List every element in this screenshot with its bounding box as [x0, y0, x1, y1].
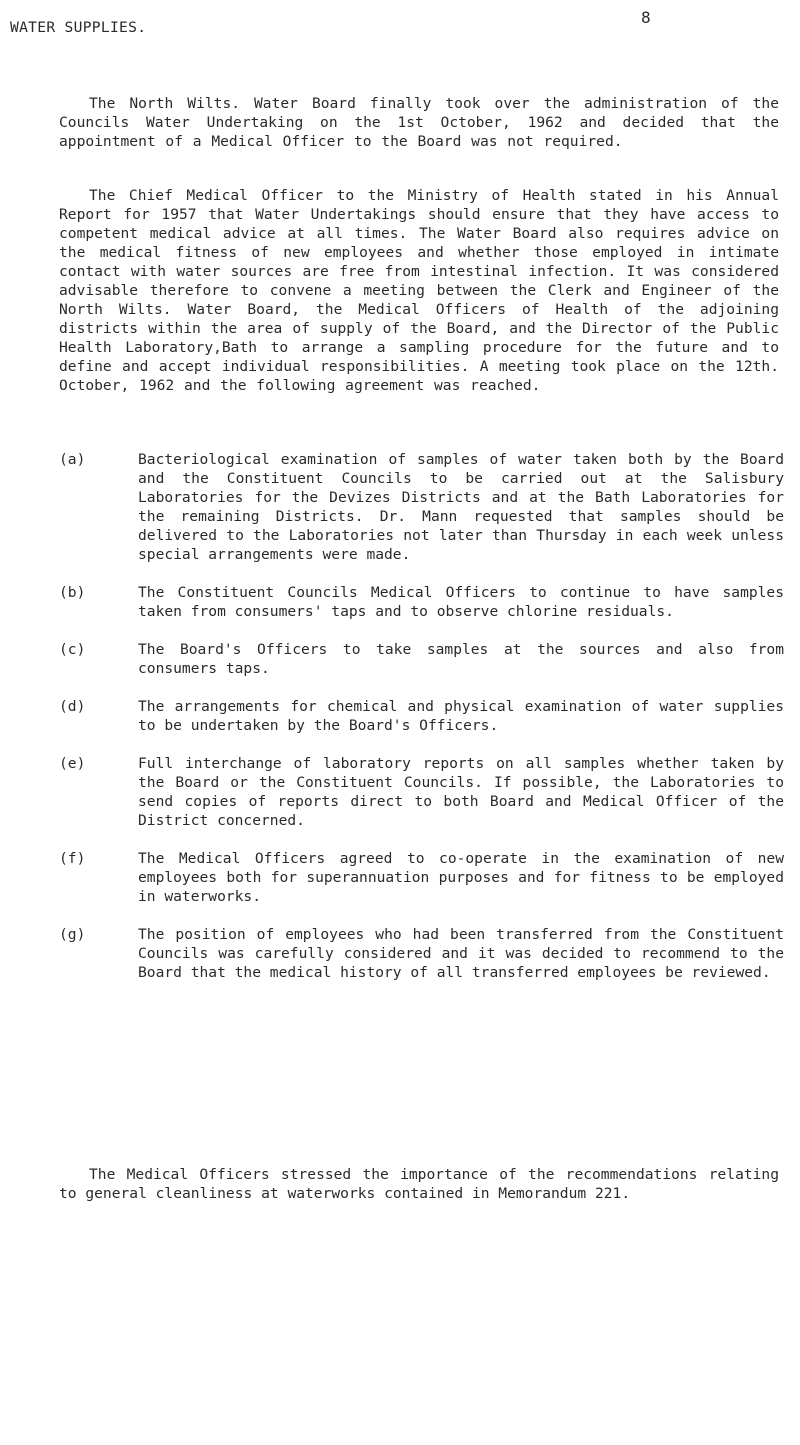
list-item — [59, 925, 784, 982]
item-label: (b) — [59, 584, 86, 601]
page-heading: WATER SUPPLIES. — [10, 19, 147, 36]
list-item — [59, 754, 784, 830]
item-label: (g) — [59, 926, 86, 943]
agreement-list — [59, 450, 784, 1001]
paragraph-closing: The Medical Officers stressed the importance of the recommendations relating to general cleanliness at waterworks contained in Memorandum 221. — [59, 1166, 779, 1202]
paragraph-takeover: The North Wilts. Water Board finally took over the administration of the Councils Water Undertaking on the 1st October, 1962 and decided that the appointment of a Medical Officer to the Board was not required. — [59, 95, 779, 150]
item-text: Bacteriological examination of samples of water taken both by the Board and the Constituent Councils to be carried out at the Salisbury Laboratories for the Devizes Districts and at the Bath Laboratories for the remaining Districts. Dr. Mann requested that samples should be delivered to the Laboratories not later than Thursday in each week unless special arrangements were made. — [138, 451, 784, 563]
list-item — [59, 697, 784, 735]
item-text: Full interchange of laboratory reports on all samples whether taken by the Board or the Constituent Councils. If possible, the Laboratories to send copies of reports direct to both Board and Medical Officer of the District concerned. — [138, 755, 784, 829]
list-item — [59, 450, 784, 564]
item-text: The Constituent Councils Medical Officers to continue to have samples taken from consumers' taps and to observe chlorine residuals. — [138, 584, 784, 620]
item-label: (f) — [59, 850, 86, 867]
item-label: (a) — [59, 451, 86, 468]
list-item — [59, 583, 784, 621]
item-text: The position of employees who had been transferred from the Constituent Councils was carefully considered and it was decided to recommend to the Board that the medical history of all transferred employees be reviewed. — [138, 926, 784, 981]
item-text: The arrangements for chemical and physical examination of water supplies to be undertaken by the Board's Officers. — [138, 698, 784, 734]
paragraph-meeting: The Chief Medical Officer to the Ministry of Health stated in his Annual Report for 1957 that Water Undertakings should ensure that they have access to competent medical advice at all times. The Water Board also requires advice on the medical fitness of new employees and whether those employed in intimate contact with water sources are free from intestinal infection. It was considered advisable therefore to convene a meeting between the Clerk and Engineer of the North Wilts. Water Board, the Medical Officers of Health of the adjoining districts within the area of supply of the Board, and the Director of the Public Health Laboratory,Bath to arrange a sampling procedure for the future and to define and accept individual responsibilities. A meeting took place on the 12th. October, 1962 and the following agreement was reached. — [59, 187, 779, 394]
item-label: (d) — [59, 698, 86, 715]
item-label: (c) — [59, 641, 86, 658]
item-label: (e) — [59, 755, 86, 772]
item-text: The Medical Officers agreed to co-operate in the examination of new employees both for superannuation purposes and for fitness to be employed in waterworks. — [138, 850, 784, 905]
page-number: 8 — [641, 8, 651, 27]
item-text: The Board's Officers to take samples at the sources and also from consumers taps. — [138, 641, 784, 677]
list-item — [59, 849, 784, 906]
list-item — [59, 640, 784, 678]
